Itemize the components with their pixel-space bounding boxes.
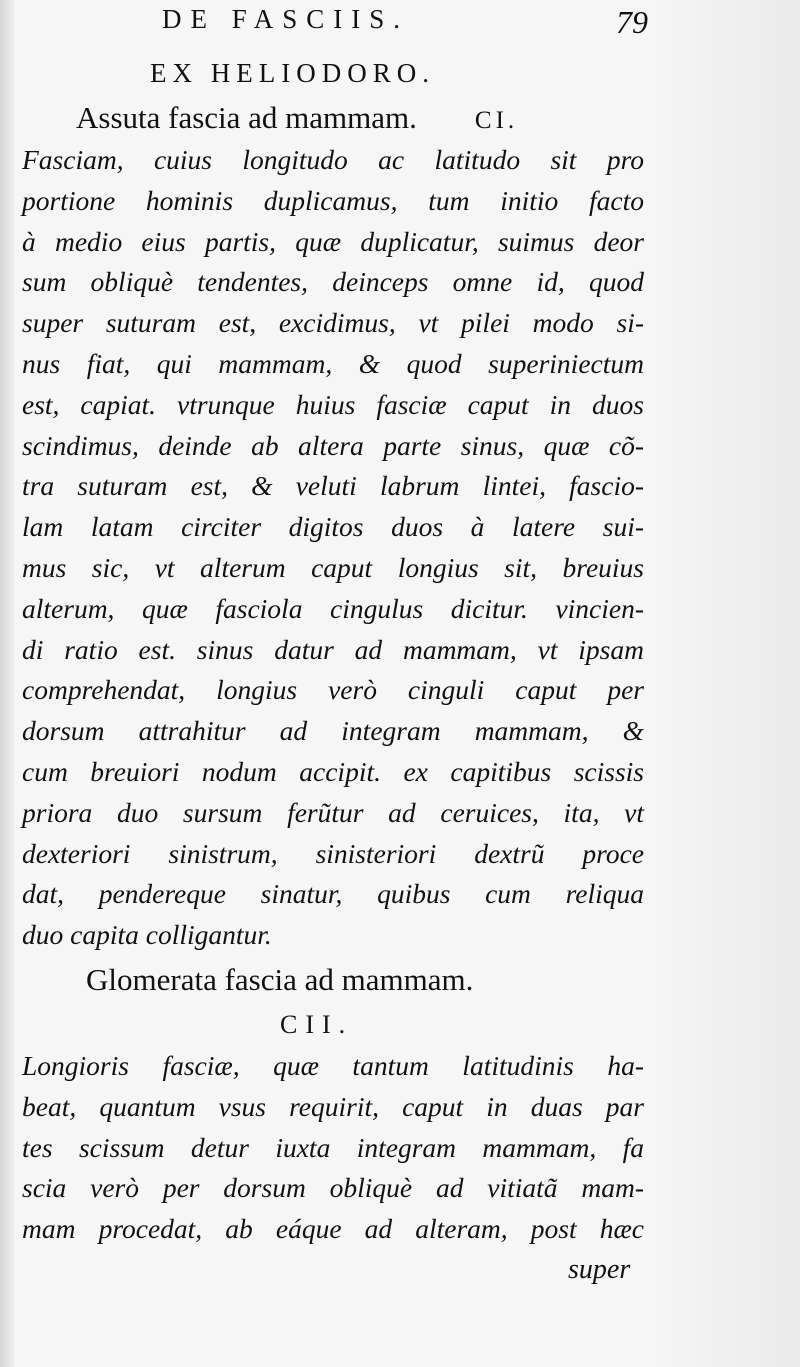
text-line: dexteriori sinistrum, sinisteriori dextrũ proce (22, 837, 644, 869)
section-body-cii (22, 1046, 644, 1250)
text-line: di ratio est. sinus datur ad mammam, vt ipsam (22, 633, 644, 665)
text-line: super suturam est, excidimus, vt pilei modo si- (22, 307, 644, 339)
catchword: super (568, 1254, 631, 1285)
text-line: dat, pendereque sinatur, quibus cum reliqua (22, 878, 644, 910)
text-line: mus sic, vt alterum caput longius sit, breuius (22, 551, 644, 583)
section-number: CI. (474, 107, 519, 134)
page-gutter-shadow (0, 0, 14, 1367)
source-heading: EX HELIODORO. (150, 58, 435, 88)
text-line: est, capiat. vtrunque huius fasciæ caput in duos (22, 388, 644, 420)
text-line: tes scissum detur iuxta integram mammam, fa (22, 1131, 644, 1163)
text-line: beat, quantum vsus requirit, caput in duas par (22, 1090, 644, 1122)
text-line: cum breuiori nodum accipit. ex capitibus scissis (22, 755, 644, 787)
text-line: priora duo sursum ferũtur ad ceruices, ita, vt (22, 796, 644, 828)
text-line: scia verò per dorsum obliquè ad vitiatã mam- (22, 1172, 644, 1204)
text-line: comprehendat, longius verò cinguli caput per (22, 674, 644, 706)
text-line: portione hominis duplicamus, tum initio facto (22, 184, 644, 216)
section-title-cii: Glomerata fascia ad mammam. (86, 962, 474, 997)
section-number-cii: CII. (280, 1010, 354, 1039)
running-head: DE FASCIIS. (162, 4, 410, 34)
section-body-ci (22, 140, 644, 956)
page-edge-shadow (650, 0, 800, 1367)
section-title-text: Assuta fascia ad mammam. (76, 100, 417, 135)
text-line: mam procedat, ab eáque ad alteram, post hæc (22, 1213, 644, 1245)
text-line: Fasciam, cuius longitudo ac latitudo sit pro (22, 144, 644, 175)
text-line: alterum, quæ fasciola cingulus dicitur. vincien- (22, 592, 644, 624)
text-line: à medio eius partis, quæ duplicatur, suimus deor (22, 225, 644, 257)
text-line: dorsum attrahitur ad integram mammam, & (22, 715, 644, 747)
text-line: tra suturam est, & veluti labrum lintei, fasciо- (22, 470, 644, 502)
section-title-ci (76, 100, 518, 136)
text-line: duo capita colligantur. (22, 919, 272, 951)
text-line: nus fiat, qui mammam, & quod superiniectum (22, 347, 644, 379)
text-line: Longioris fasciæ, quæ tantum latitudinis ha- (22, 1050, 644, 1081)
text-line: lam latam circiter digitos duos à latere sui- (22, 511, 644, 543)
text-line: sum obliquè tendentes, deinceps omne id, quod (22, 266, 644, 298)
page-number: 79 (616, 4, 648, 40)
text-line: scindimus, deinde ab altera parte sinus, quæ cõ- (22, 429, 644, 461)
